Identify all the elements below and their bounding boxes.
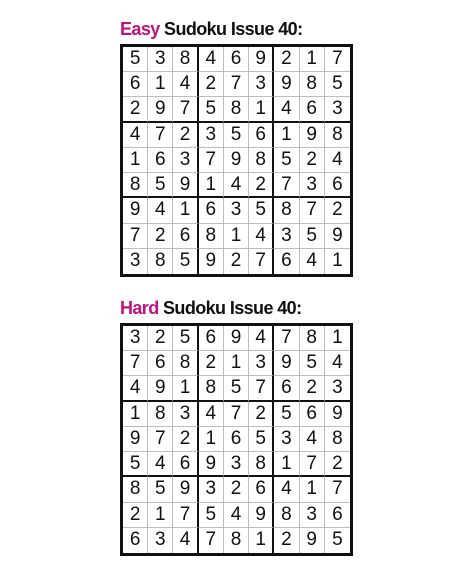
sudoku-cell: 6: [199, 198, 224, 223]
sudoku-cell: 2: [274, 47, 299, 72]
sudoku-cell: 2: [123, 503, 148, 528]
sudoku-cell: 7: [173, 503, 198, 528]
sudoku-cell: 8: [300, 326, 325, 351]
sudoku-cell: 2: [148, 224, 173, 249]
sudoku-cell: 5: [274, 148, 299, 173]
sudoku-cell: 2: [199, 72, 224, 97]
sudoku-cell: 6: [199, 326, 224, 351]
sudoku-cell: 1: [274, 123, 299, 148]
sudoku-cell: 8: [274, 503, 299, 528]
sudoku-cell: 1: [300, 47, 325, 72]
sudoku-cell: 5: [123, 47, 148, 72]
sudoku-cell: 3: [300, 503, 325, 528]
sudoku-cell: 8: [325, 427, 350, 452]
sudoku-cell: 3: [249, 351, 274, 376]
sudoku-cell: 6: [123, 72, 148, 97]
sudoku-cell: 6: [274, 249, 299, 274]
sudoku-cell: 5: [249, 427, 274, 452]
sudoku-cell: 1: [173, 376, 198, 401]
sudoku-cell: 2: [300, 376, 325, 401]
sudoku-cell: 4: [199, 47, 224, 72]
sudoku-cell: 9: [274, 72, 299, 97]
sudoku-cell: 4: [173, 72, 198, 97]
sudoku-cell: 4: [148, 452, 173, 477]
sudoku-cell: 3: [300, 173, 325, 198]
sudoku-cell: 6: [325, 503, 350, 528]
sudoku-cell: 5: [148, 173, 173, 198]
sudoku-cell: 9: [199, 249, 224, 274]
sudoku-cell: 3: [123, 326, 148, 351]
hard-sudoku-solution: [120, 297, 353, 556]
sudoku-cell: 4: [325, 148, 350, 173]
sudoku-cell: 3: [325, 376, 350, 401]
sudoku-cell: 4: [224, 173, 249, 198]
sudoku-cell: 6: [148, 351, 173, 376]
sudoku-cell: 5: [249, 198, 274, 223]
sudoku-cell: 7: [123, 224, 148, 249]
easy-sudoku-solution: [120, 18, 353, 277]
sudoku-cell: 6: [123, 528, 148, 553]
sudoku-cell: 9: [274, 351, 299, 376]
sudoku-cell: 7: [249, 249, 274, 274]
sudoku-cell: 6: [173, 224, 198, 249]
sudoku-cell: 5: [148, 477, 173, 502]
sudoku-cell: 1: [224, 224, 249, 249]
sudoku-cell: 1: [332, 250, 343, 272]
sudoku-cell: 3: [274, 224, 299, 249]
sudoku-cell: 1: [148, 503, 173, 528]
difficulty-label: Hard: [120, 298, 159, 318]
sudoku-cell: 3: [199, 477, 224, 502]
sudoku-cell: 8: [173, 47, 198, 72]
sudoku-cell: 4: [249, 326, 274, 351]
sudoku-cell: 8: [300, 72, 325, 97]
sudoku-cell: 1: [123, 148, 148, 173]
sudoku-cell: 7: [173, 97, 198, 122]
sudoku-cell: 8: [249, 452, 274, 477]
sudoku-cell: 9: [123, 427, 148, 452]
sudoku-cell: 3: [148, 47, 173, 72]
sudoku-cell: 6: [300, 402, 325, 427]
sudoku-cell: 3: [224, 198, 249, 223]
sudoku-cell: 1: [325, 326, 350, 351]
sudoku-cell: 3: [274, 427, 299, 452]
sudoku-cell: 4: [325, 351, 350, 376]
sudoku-cell: 7: [123, 351, 148, 376]
sudoku-cell: 9: [249, 47, 274, 72]
sudoku-cell: 5: [300, 351, 325, 376]
sudoku-cell: 9: [224, 326, 249, 351]
sudoku-cell: 8: [123, 173, 148, 198]
sudoku-cell: 7: [224, 72, 249, 97]
puzzle-title-text: Sudoku Issue 40:: [158, 298, 302, 318]
sudoku-cell: 1: [274, 452, 299, 477]
sudoku-cell: 9: [224, 148, 249, 173]
sudoku-cell: 3: [224, 452, 249, 477]
sudoku-cell: 4: [123, 123, 148, 148]
sudoku-cell: 6: [224, 47, 249, 72]
sudoku-cell: 1: [249, 97, 274, 122]
sudoku-cell: 7: [148, 427, 173, 452]
sudoku-cell: 1: [148, 72, 173, 97]
sudoku-cell: 2: [325, 452, 350, 477]
sudoku-cell: 8: [224, 97, 249, 122]
sudoku-cell: 1: [199, 427, 224, 452]
sudoku-cell: 9: [300, 123, 325, 148]
sudoku-cell: 5: [300, 224, 325, 249]
puzzle-title-text: Sudoku Issue 40:: [159, 19, 303, 39]
sudoku-cell: 8: [274, 198, 299, 223]
sudoku-cell: 9: [173, 477, 198, 502]
sudoku-cell: 7: [274, 326, 299, 351]
sudoku-cell: 6: [173, 452, 198, 477]
easy-sudoku-grid: [120, 44, 353, 277]
sudoku-cell: 8: [173, 351, 198, 376]
sudoku-cell: 6: [224, 427, 249, 452]
sudoku-cell: 7: [325, 477, 350, 502]
sudoku-cell: 8: [199, 376, 224, 401]
sudoku-cell: 3: [123, 249, 148, 274]
sudoku-cell: 8: [123, 477, 148, 502]
sudoku-cell: 7: [224, 402, 249, 427]
sudoku-cell: 3: [325, 97, 350, 122]
sudoku-cell: 5: [332, 529, 343, 551]
sudoku-cell: 2: [249, 173, 274, 198]
sudoku-cell: 6: [148, 148, 173, 173]
sudoku-cell: 3: [199, 123, 224, 148]
sudoku-cell: 4: [249, 224, 274, 249]
sudoku-cell: 8: [325, 123, 350, 148]
sudoku-cell: 6: [274, 376, 299, 401]
sudoku-cell: 2: [148, 326, 173, 351]
difficulty-label: Easy: [120, 19, 160, 39]
sudoku-cell: 4: [224, 503, 249, 528]
sudoku-cell: 9: [325, 402, 350, 427]
sudoku-cell: 3: [249, 72, 274, 97]
sudoku-cell: 2: [173, 427, 198, 452]
sudoku-cell: 3: [173, 148, 198, 173]
sudoku-cell: 5: [325, 72, 350, 97]
sudoku-cell: 6: [249, 123, 274, 148]
sudoku-cell: 1: [123, 402, 148, 427]
sudoku-cell: 5: [224, 376, 249, 401]
hard-puzzle-title: [120, 297, 353, 319]
sudoku-cell: 1: [300, 477, 325, 502]
sudoku-cell: 4: [274, 97, 299, 122]
sudoku-cell: 4: [148, 198, 173, 223]
sudoku-cell: 2: [173, 123, 198, 148]
sudoku-cell: 8: [224, 528, 249, 553]
easy-puzzle-title: [120, 18, 353, 40]
sudoku-cell: 8: [148, 402, 173, 427]
sudoku-cell: 6: [325, 173, 350, 198]
sudoku-cell: 7: [300, 452, 325, 477]
sudoku-cell: 4: [199, 402, 224, 427]
sudoku-cell: 4: [173, 528, 198, 553]
sudoku-cell: 5: [123, 452, 148, 477]
sudoku-cell: 9: [148, 376, 173, 401]
sudoku-cell: 6: [300, 97, 325, 122]
sudoku-cell: 1: [173, 198, 198, 223]
sudoku-cell: 8: [148, 249, 173, 274]
sudoku-cell: 1: [199, 173, 224, 198]
sudoku-cell: 9: [173, 173, 198, 198]
sudoku-cell: 7: [199, 148, 224, 173]
sudoku-cell: 4: [123, 376, 148, 401]
sudoku-cell: 7: [199, 528, 224, 553]
sudoku-cell: 5: [274, 402, 299, 427]
sudoku-cell: 5: [173, 249, 198, 274]
sudoku-cell: 1: [224, 351, 249, 376]
sudoku-cell: 5: [224, 123, 249, 148]
sudoku-cell: 7: [274, 173, 299, 198]
sudoku-cell: 5: [199, 97, 224, 122]
sudoku-cell: 9: [300, 528, 325, 553]
sudoku-cell: 7: [300, 198, 325, 223]
sudoku-cell: 2: [224, 249, 249, 274]
sudoku-cell: 9: [325, 224, 350, 249]
sudoku-cell: 9: [199, 452, 224, 477]
sudoku-cell: 4: [300, 427, 325, 452]
sudoku-cell: 8: [249, 148, 274, 173]
sudoku-cell: 4: [274, 477, 299, 502]
sudoku-cell: 2: [274, 528, 299, 553]
sudoku-cell: 9: [249, 503, 274, 528]
sudoku-cell: 2: [123, 97, 148, 122]
sudoku-cell: 9: [148, 97, 173, 122]
sudoku-cell: 2: [199, 351, 224, 376]
sudoku-cell: 7: [249, 376, 274, 401]
sudoku-cell: 1: [249, 528, 274, 553]
sudoku-cell: 5: [173, 326, 198, 351]
sudoku-cell: 2: [325, 198, 350, 223]
sudoku-cell: 2: [249, 402, 274, 427]
sudoku-cell: 5: [199, 503, 224, 528]
sudoku-cell: 2: [300, 148, 325, 173]
sudoku-cell: 7: [148, 123, 173, 148]
sudoku-cell: 6: [249, 477, 274, 502]
sudoku-cell: 7: [325, 47, 350, 72]
hard-sudoku-grid: [120, 323, 353, 556]
sudoku-cell: 9: [123, 198, 148, 223]
sudoku-cell: 3: [173, 402, 198, 427]
sudoku-cell: 3: [148, 528, 173, 553]
sudoku-cell: 4: [300, 249, 325, 274]
sudoku-cell: 2: [224, 477, 249, 502]
sudoku-cell: 8: [199, 224, 224, 249]
